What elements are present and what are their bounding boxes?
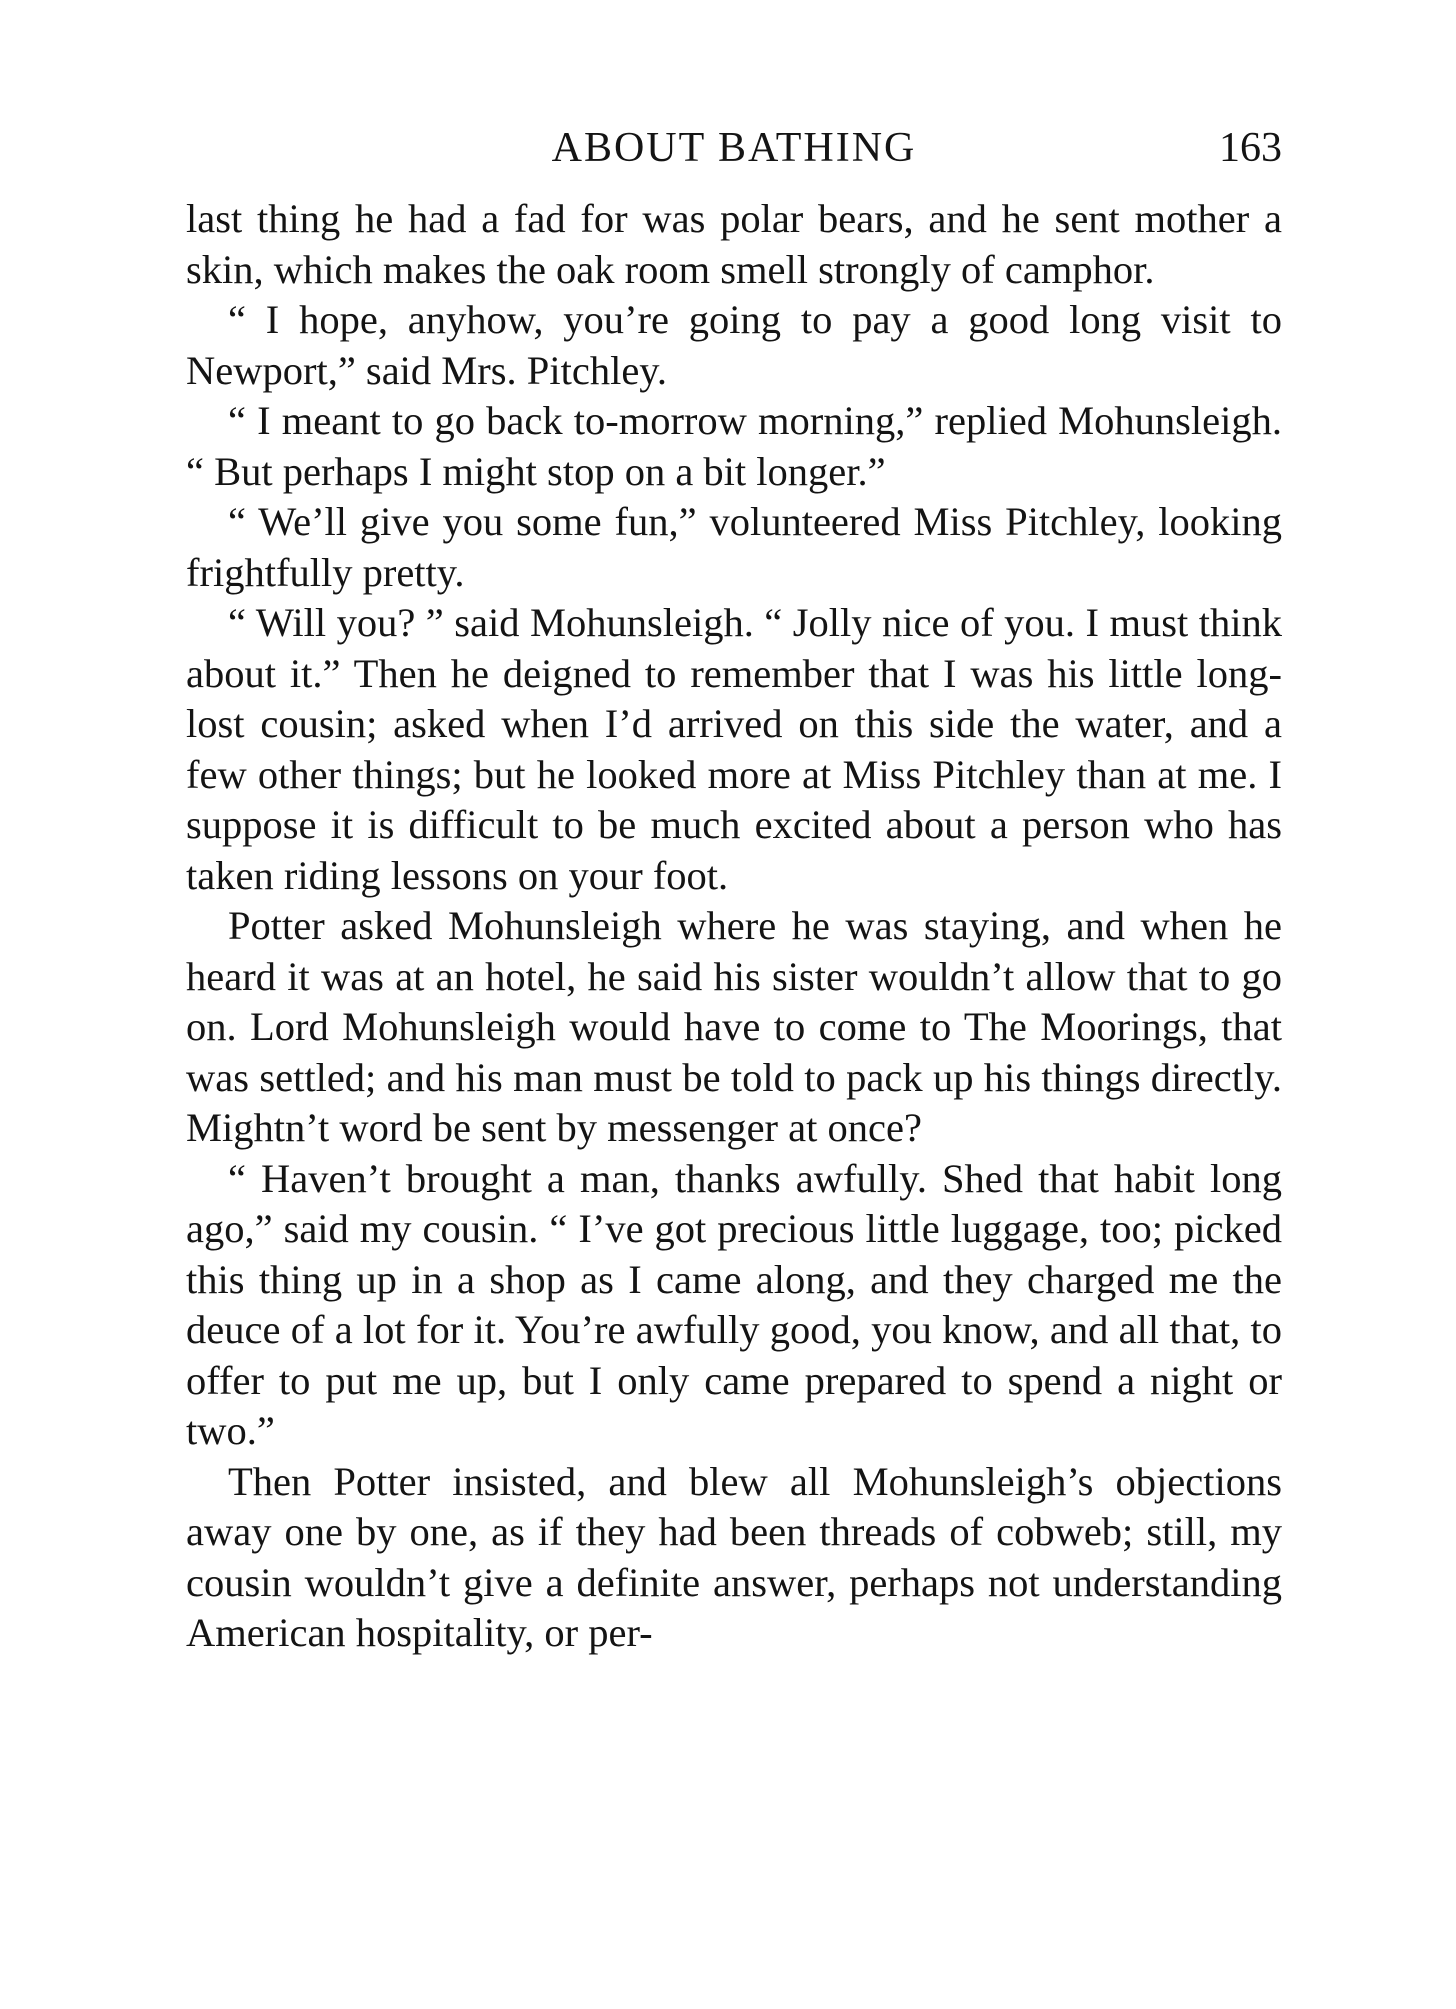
- paragraph: “ I hope, anyhow, you’re going to pay a good long visit to Newport,” said Mrs. Pitchley.: [186, 297, 1282, 393]
- paragraph: Then Potter insisted, and blew all Mohunsleigh’s objections away one by one, as if they had been threads of cobweb; still, my cousin wouldn’t give a definite answer, perhaps not understanding American hospitality, or per-: [186, 1458, 1282, 1655]
- paragraph: “ I meant to go back to-morrow morning,” replied Mohunsleigh. “ But perhaps I might stop on a bit longer.”: [186, 398, 1282, 494]
- paragraph: “ Will you? ” said Mohunsleigh. “ Jolly nice of you. I must think about it.” Then he deigned to remember that I was his little long-lost cousin; asked when I’d arrived on this side the water, and a few other things; but he looked more at Miss Pitchley than at me. I suppose it is difficult to be much excited about a person who has taken riding lessons on your foot.: [186, 600, 1282, 898]
- body-text: [186, 194, 1282, 1659]
- paragraph: Potter asked Mohunsleigh where he was staying, and when he heard it was at an hotel, he said his sister wouldn’t allow that to go on. Lord Mohunsleigh would have to come to The Moorings, that was settled; and his man must be told to pack up his things directly. Mightn’t word be sent by messenger at once?: [186, 903, 1282, 1150]
- paragraph: “ We’ll give you some fun,” volunteered Miss Pitchley, looking frightfully pretty.: [186, 499, 1282, 595]
- running-title: ABOUT BATHING: [551, 125, 917, 171]
- paragraph: last thing he had a fad for was polar bears, and he sent mother a skin, which makes the oak room smell strongly of camphor.: [186, 196, 1282, 292]
- paragraph: “ Haven’t brought a man, thanks awfully. Shed that habit long ago,” said my cousin. “ I’ve got precious little luggage, too; picked this thing up in a shop as I came along, and they charged me the deuce of a lot for it. You’re awfully good, you know, and all that, to offer to put me up, but I only came prepared to spend a night or two.”: [186, 1155, 1282, 1453]
- page-header: [186, 118, 1282, 178]
- page-number: 163: [1219, 125, 1282, 171]
